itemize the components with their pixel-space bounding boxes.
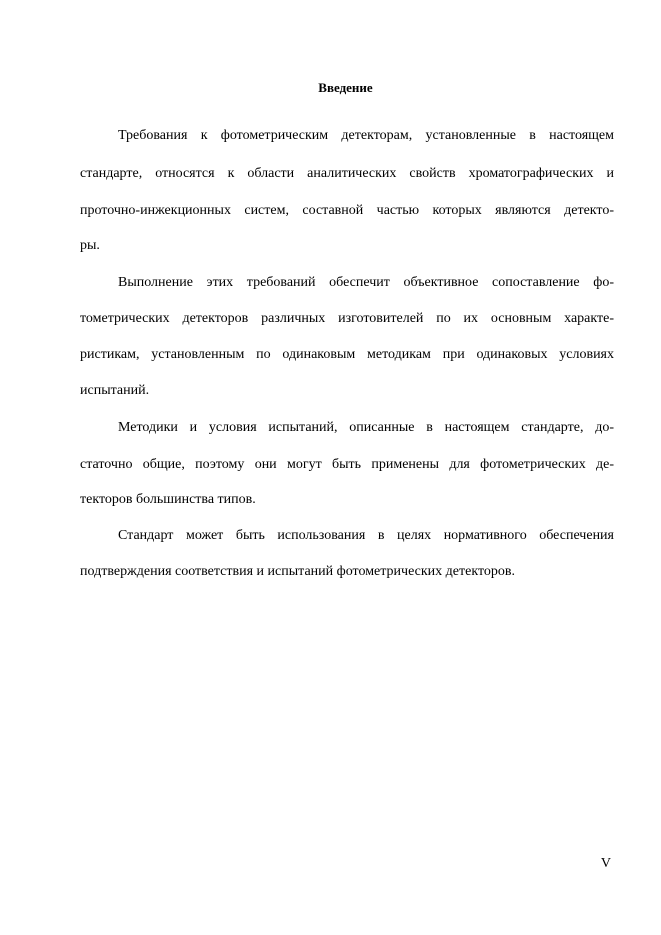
paragraph-line: проточно-инжекционных систем, составной частью которых являются детекто-	[80, 203, 614, 218]
paragraph-line: текторов большинства типов.	[80, 492, 256, 507]
paragraph-line: Методики и условия испытаний, описанные в настоящем стандарте, до-	[118, 420, 614, 435]
paragraph-line: Стандарт может быть использования в целях нормативного обеспечения	[118, 528, 614, 543]
page-title: Введение	[318, 80, 373, 95]
paragraph-line: подтверждения соответствия и испытаний фотометрических детекторов.	[80, 564, 515, 579]
paragraph-line: статочно общие, поэтому они могут быть применены для фотометрических де-	[80, 457, 614, 472]
paragraph-line: стандарте, относятся к области аналитических свойств хроматографических и	[80, 166, 614, 181]
paragraph-line: ры.	[80, 238, 100, 253]
page-number: V	[600, 856, 611, 871]
paragraph-line: ристикам, установленным по одинаковым методикам при одинаковых условиях	[80, 347, 614, 362]
paragraph-line: Требования к фотометрическим детекторам, установленные в настоящем	[118, 128, 614, 143]
paragraph-line: Выполнение этих требований обеспечит объективное сопоставление фо-	[118, 275, 614, 290]
paragraph-line: испытаний.	[80, 383, 150, 398]
paragraph-line: тометрических детекторов различных изготовителей по их основным характе-	[80, 311, 614, 326]
